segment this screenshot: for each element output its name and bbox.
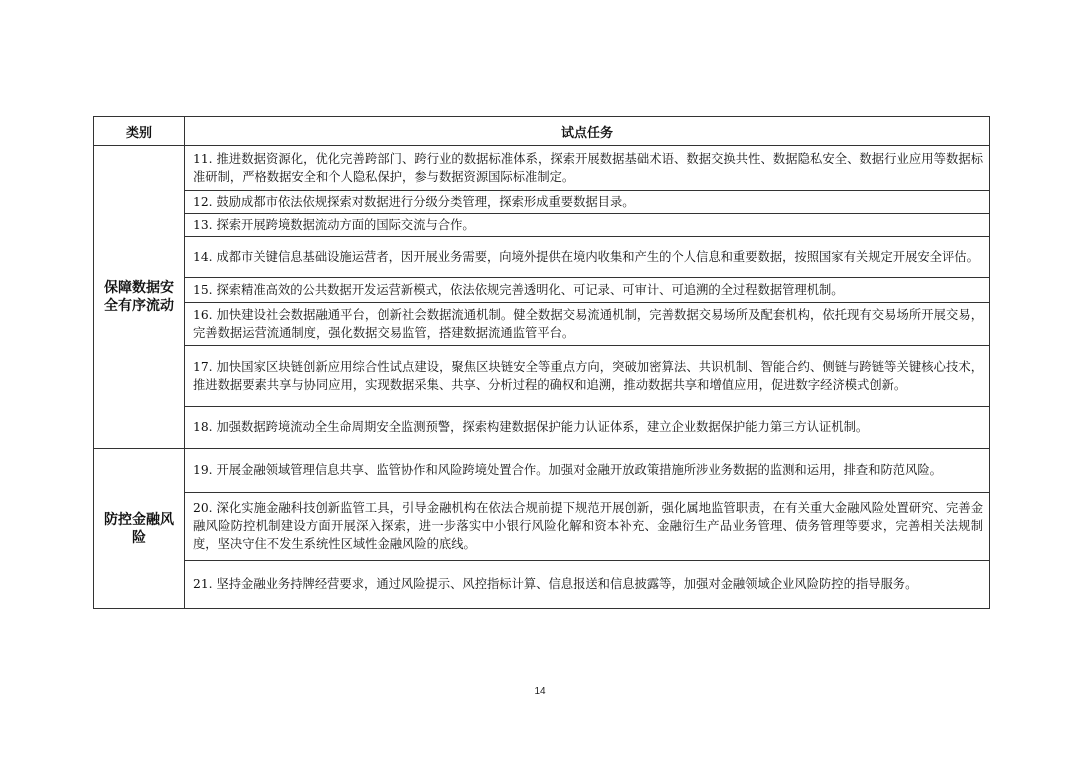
table-row <box>94 346 990 407</box>
table-row <box>94 493 990 561</box>
task-cell-12: 12. 鼓励成都市依法依规探索对数据进行分级分类管理，探索形成重要数据目录。 <box>185 191 990 214</box>
table-row <box>94 561 990 609</box>
table-row <box>94 303 990 346</box>
table-row <box>94 191 990 214</box>
task-cell-16: 16. 加快建设社会数据融通平台，创新社会数据流通机制。健全数据交易流通机制，完善数据交易场所及配套机构，依托现有交易场所开展交易，完善数据运营流通制度，强化数据交易监管，搭建数据流通监管平台。 <box>185 303 990 346</box>
task-cell-20: 20. 深化实施金融科技创新监管工具，引导金融机构在依法合规前提下规范开展创新，强化属地监管职责，在有关重大金融风险处置研究、完善金融风险防控机制建设方面开展深入探索，进一步落实中小银行风险化解和资本补充、金融衍生产品业务管理、债务管理等要求，完善相关法规制度，坚决守住不发生系统性区域性金融风险的底线。 <box>185 493 990 561</box>
table-header-row <box>94 117 990 146</box>
category-column-header: 类别 <box>94 117 185 146</box>
table-row <box>94 237 990 278</box>
table-row <box>94 146 990 191</box>
task-cell-13: 13. 探索开展跨境数据流动方面的国际交流与合作。 <box>185 214 990 237</box>
task-cell-19: 19. 开展金融领域管理信息共享、监管协作和风险跨境处置合作。加强对金融开放政策措施所涉业务数据的监测和运用，排查和防范风险。 <box>185 449 990 493</box>
table-row <box>94 449 990 493</box>
task-cell-21: 21. 坚持金融业务持牌经营要求，通过风险提示、风控指标计算、信息报送和信息披露等，加强对金融领域企业风险防控的指导服务。 <box>185 561 990 609</box>
task-cell-18: 18. 加强数据跨境流动全生命周期安全监测预警，探索构建数据保护能力认证体系，建立企业数据保护能力第三方认证机制。 <box>185 407 990 449</box>
task-cell-11: 11. 推进数据资源化，优化完善跨部门、跨行业的数据标准体系，探索开展数据基础术语、数据交换共性、数据隐私安全、数据行业应用等数据标准研制，严格数据安全和个人隐私保护，参与数据资源国际标准制定。 <box>185 146 990 191</box>
task-cell-15: 15. 探索精准高效的公共数据开发运营新模式，依法依规完善透明化、可记录、可审计、可追溯的全过程数据管理机制。 <box>185 278 990 303</box>
task-cell-17: 17. 加快国家区块链创新应用综合性试点建设，聚焦区块链安全等重点方向，突破加密算法、共识机制、智能合约、侧链与跨链等关键核心技术，推进数据要素共享与协同应用，实现数据采集、共享、分析过程的确权和追溯，推动数据共享和增值应用，促进数字经济模式创新。 <box>185 346 990 407</box>
category-cell-data-security: 保障数据安全有序流动 <box>94 146 185 449</box>
table-row <box>94 407 990 449</box>
pilot-task-table <box>93 116 990 609</box>
page-number: 14 <box>534 686 546 697</box>
category-cell-financial-risk: 防控金融风险 <box>94 449 185 609</box>
table-row <box>94 278 990 303</box>
table-row <box>94 214 990 237</box>
task-column-header: 试点任务 <box>185 117 990 146</box>
task-cell-14: 14. 成都市关键信息基础设施运营者，因开展业务需要，向境外提供在境内收集和产生的个人信息和重要数据，按照国家有关规定开展安全评估。 <box>185 237 990 278</box>
